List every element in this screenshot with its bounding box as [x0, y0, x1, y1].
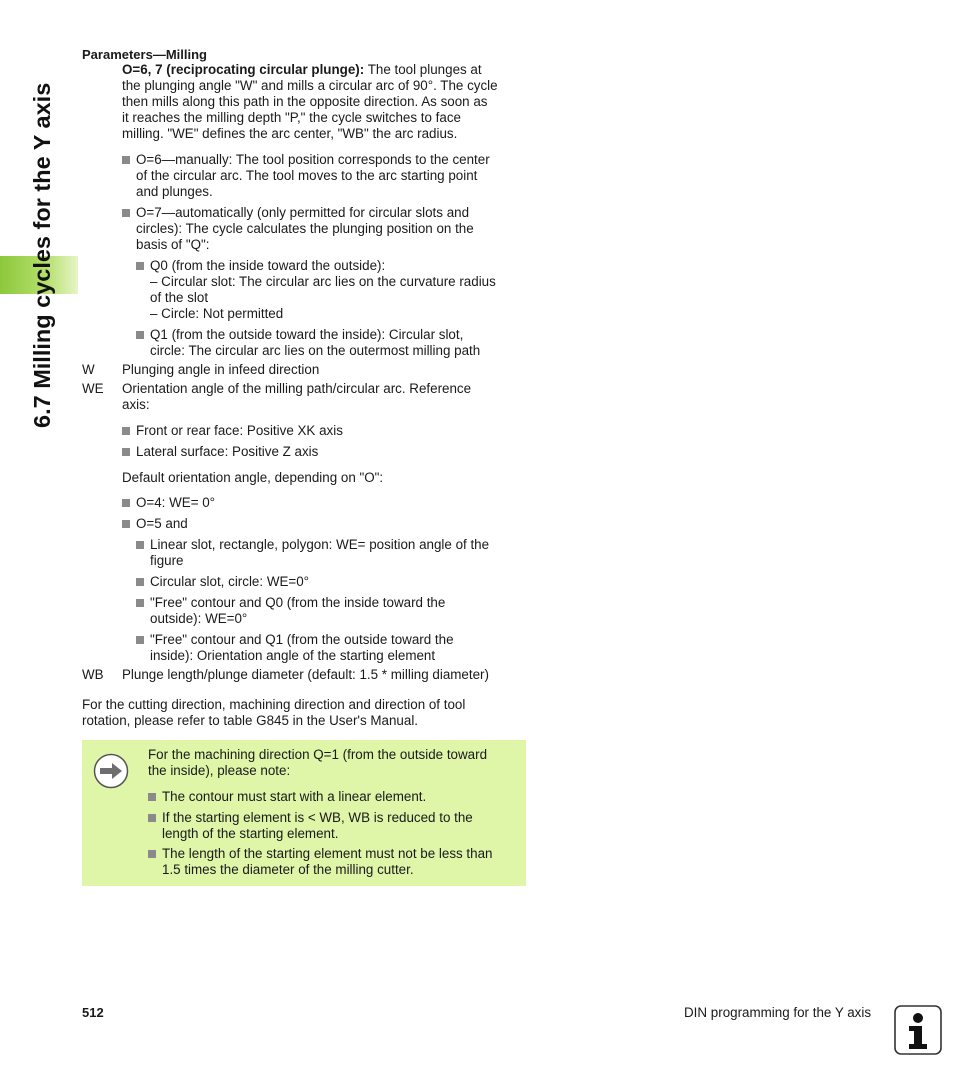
item-text: O=4: WE= 0° [136, 495, 216, 510]
item-line: basis of "Q": [136, 237, 210, 252]
o67-line: milling. "WE" defines the arc center, "WB" the arc radius. [122, 126, 458, 141]
item-line: inside): Orientation angle of the starting element [150, 648, 436, 663]
param-term-wb: WB [82, 667, 104, 682]
item-line: O=6—manually: The tool position corresponds to the center [136, 152, 490, 167]
item-line: outside): WE=0° [150, 611, 248, 626]
bullet-square-icon [148, 814, 156, 822]
item-line: and plunges. [136, 184, 213, 199]
param-term-we: WE [82, 381, 104, 396]
note-box [82, 740, 526, 886]
bullet-square-icon [122, 427, 130, 435]
para-line: rotation, please refer to table G845 in the User's Manual. [82, 713, 419, 728]
item-line: – Circle: Not permitted [150, 306, 284, 321]
o67-line: the plunging angle "W" and mills a circular arc of 90°. The cycle [122, 78, 498, 93]
item-line: O=7—automatically (only permitted for circular slots and [136, 205, 470, 220]
o67-label: O=6, 7 (reciprocating circular plunge): [122, 62, 365, 77]
item-line: "Free" contour and Q0 (from the inside toward the [150, 595, 446, 610]
side-chapter-title: 6.7 Milling cycles for the Y axis [29, 82, 55, 428]
note-line: the inside), please note: [148, 763, 291, 778]
item-line: of the slot [150, 290, 209, 305]
note-item-line: 1.5 times the diameter of the milling cutter. [162, 862, 414, 877]
def-line: axis: [122, 397, 150, 412]
section-title: Parameters—Milling [82, 47, 207, 62]
param-def-w: Plunging angle in infeed direction [122, 362, 320, 377]
note-intro [148, 747, 520, 779]
item-text: Circular slot, circle: WE=0° [150, 574, 310, 589]
default-orientation-text: Default orientation angle, depending on "O": [122, 470, 384, 485]
info-icon[interactable] [894, 1005, 942, 1055]
item-line: figure [150, 553, 184, 568]
item-line: of the circular arc. The tool moves to the arc starting point [136, 168, 478, 183]
o67-line: it reaches the milling depth "P," the cycle switches to face [122, 110, 461, 125]
bullet-square-icon [136, 636, 144, 644]
param-def-wb: Plunge length/plunge diameter (default: 1.5 * milling diameter) [122, 667, 489, 682]
bullet-square-icon [122, 499, 130, 507]
item-text: Lateral surface: Positive Z axis [136, 444, 319, 459]
o67-paragraph [122, 62, 520, 142]
note-item-line: length of the starting element. [162, 826, 339, 841]
def-line: Orientation angle of the milling path/circular arc. Reference [122, 381, 472, 396]
bullet-square-icon [148, 850, 156, 858]
o67-line: then mills along this path in the opposite direction. As soon as [122, 94, 488, 109]
bullet-square-icon [136, 541, 144, 549]
note-item-text: The contour must start with a linear element. [162, 789, 427, 804]
note-line: For the machining direction Q=1 (from the outside toward [148, 747, 488, 762]
para-line: For the cutting direction, machining direction and direction of tool [82, 697, 466, 712]
bullet-square-icon [136, 262, 144, 270]
o67-line: The tool plunges at [364, 62, 482, 77]
cutting-direction-paragraph [82, 697, 522, 729]
arrow-right-icon [93, 753, 129, 789]
bullet-square-icon [122, 448, 130, 456]
item-line: – Circular slot: The circular arc lies on the curvature radius [150, 274, 496, 289]
param-term-w: W [82, 362, 95, 377]
bullet-square-icon [136, 599, 144, 607]
item-line: Q1 (from the outside toward the inside): Circular slot, [150, 327, 464, 342]
bullet-square-icon [122, 156, 130, 164]
item-line: Linear slot, rectangle, polygon: WE= position angle of the [150, 537, 490, 552]
note-item-line: The length of the starting element must not be less than [162, 846, 493, 861]
item-line: circle: The circular arc lies on the outermost milling path [150, 343, 481, 358]
item-line: "Free" contour and Q1 (from the outside toward the [150, 632, 454, 647]
note-item-line: If the starting element is < WB, WB is reduced to the [162, 810, 473, 825]
item-text: O=5 and [136, 516, 188, 531]
bullet-square-icon [136, 331, 144, 339]
footer-chapter-title: DIN programming for the Y axis [684, 1005, 872, 1020]
bullet-square-icon [148, 793, 156, 801]
bullet-square-icon [122, 209, 130, 217]
page-number: 512 [82, 1005, 104, 1020]
item-line: circles): The cycle calculates the plunging position on the [136, 221, 474, 236]
item-text: Front or rear face: Positive XK axis [136, 423, 343, 438]
bullet-square-icon [122, 520, 130, 528]
item-line: Q0 (from the inside toward the outside): [150, 258, 386, 273]
bullet-square-icon [136, 578, 144, 586]
param-def-we [122, 381, 520, 413]
